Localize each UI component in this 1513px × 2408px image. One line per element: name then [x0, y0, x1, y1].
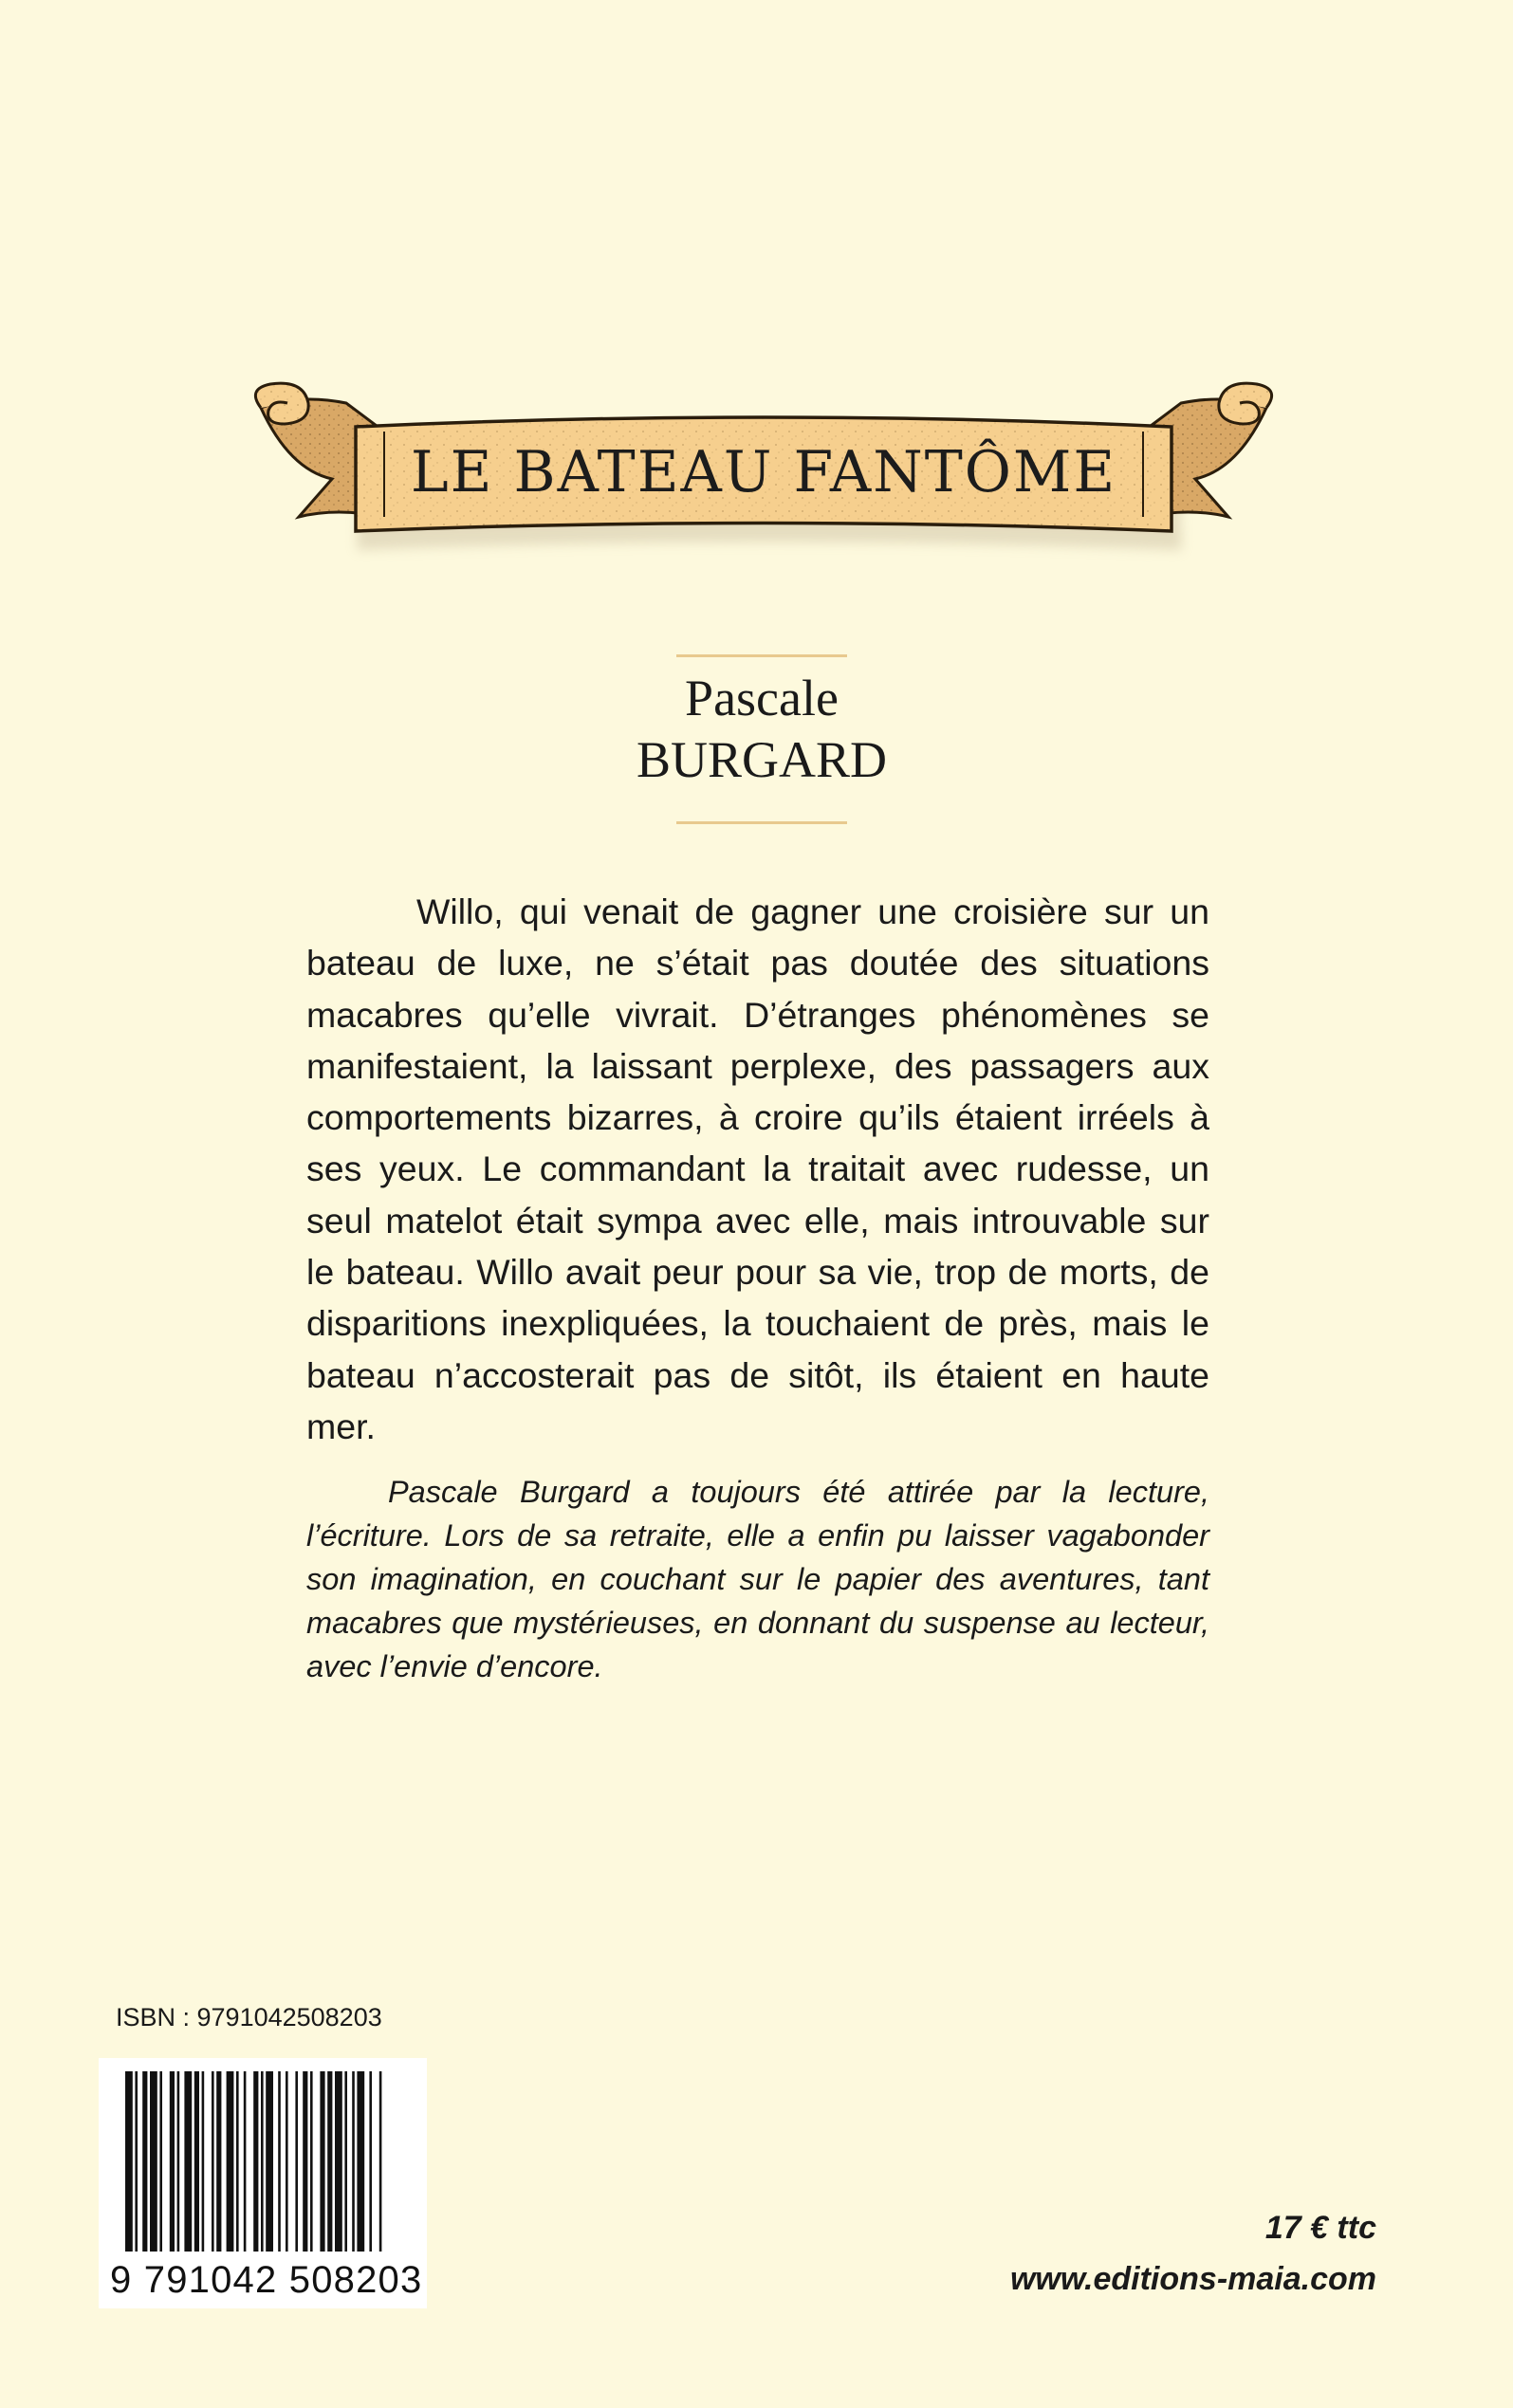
barcode-bar: [303, 2071, 307, 2252]
barcode-bar: [227, 2071, 234, 2252]
title-scroll-banner: [242, 375, 1285, 564]
barcode-bar: [357, 2071, 364, 2252]
barcode-bar: [236, 2071, 239, 2252]
barcode-bar: [177, 2071, 180, 2252]
barcode-bars: [99, 2058, 427, 2257]
barcode-bar: [286, 2071, 288, 2252]
author-divider-bottom: [676, 821, 847, 824]
isbn-label: ISBN : 9791042508203: [116, 2003, 382, 2031]
barcode-bar: [142, 2071, 147, 2252]
barcode-bar: [159, 2071, 162, 2252]
barcode-bar: [184, 2071, 192, 2252]
barcode-bar: [327, 2071, 332, 2252]
author-first-name: Pascale: [685, 670, 839, 726]
author-divider-top: [676, 654, 847, 657]
barcode-bar: [150, 2071, 157, 2252]
barcode-bar: [344, 2071, 347, 2252]
author-last-name: BURGARD: [636, 731, 888, 788]
isbn-barcode: [99, 2058, 427, 2308]
barcode-bar: [266, 2071, 273, 2252]
barcode-bar: [310, 2071, 313, 2252]
price-label: 17 € ttc: [1264, 2210, 1376, 2246]
barcode-digits: 9 791042 508203: [110, 2259, 423, 2301]
barcode-bar: [244, 2071, 247, 2252]
barcode-bar: [261, 2071, 264, 2252]
barcode-bar: [135, 2071, 138, 2252]
barcode-bar: [379, 2071, 382, 2252]
book-title: LE BATEAU FANTÔME: [410, 439, 1117, 505]
barcode-bar: [170, 2071, 175, 2252]
author-bio-paragraph: Pascale Burgard a toujours été attirée par la lecture, l’écriture. Lors de sa retraite, elle a enfin pu laisser vagabonder son imagination, en couchant sur le papier des aventures, tant macabres que mystérieuses, en donnant du suspense au lecteur, avec l’envie d’encore.: [306, 1475, 1209, 1683]
barcode-bar: [278, 2071, 281, 2252]
synopsis-paragraph: Willo, qui venait de gagner une croisière sur un bateau de luxe, ne s’était pas doutée des situations macabres qu’elle vivrait. D’étranges phénomènes se manifestaient, la laissant perplexe, des passagers aux comportements bizarres, à croire qu’ils étaient irréels à ses yeux. Le commandant la traitait avec rudesse, un seul matelot était sympa avec elle, mais introuvable sur le bateau. Willo avait peur pour sa vie, trop de morts, de disparitions inexpliquées, la touchaient de près, mais le bateau n’accosterait pas de sitôt, ils étaient en haute mer.: [306, 892, 1209, 1446]
barcode-bar: [212, 2071, 214, 2252]
barcode-bar: [125, 2071, 133, 2252]
barcode-bar: [202, 2071, 205, 2252]
barcode-bar: [253, 2071, 258, 2252]
barcode-bar: [335, 2071, 342, 2252]
barcode-bar: [295, 2071, 298, 2252]
barcode-bar: [320, 2071, 324, 2252]
barcode-bar: [216, 2071, 221, 2252]
barcode-bar: [194, 2071, 199, 2252]
barcode-bar: [369, 2071, 372, 2252]
publisher-website: www.editions-maia.com: [1009, 2261, 1376, 2297]
barcode-bar: [352, 2071, 355, 2252]
